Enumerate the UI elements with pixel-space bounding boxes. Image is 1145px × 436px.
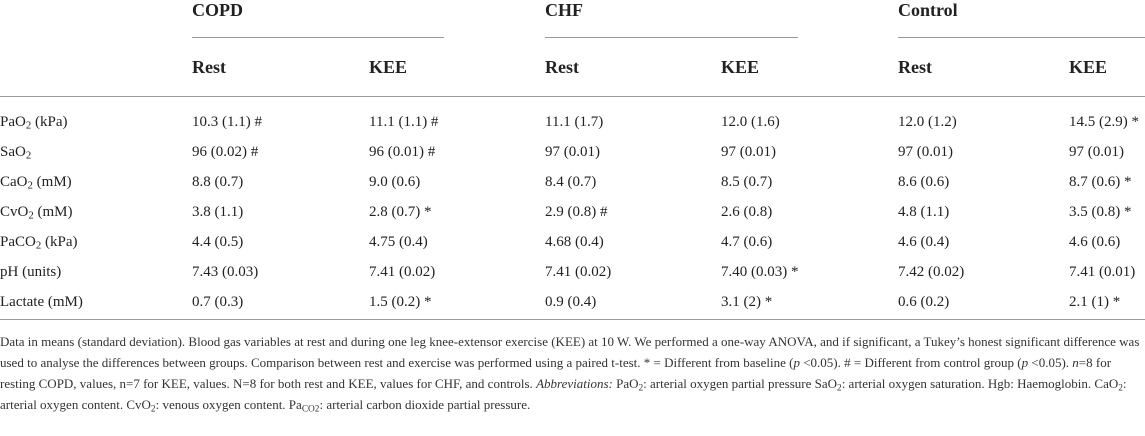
subheader-chf-kee: KEE (721, 57, 760, 77)
group-rule-chf (545, 37, 798, 38)
cell-copd-kee: 2.8 (0.7) * (369, 204, 432, 220)
table-row (0, 113, 1145, 143)
cell-control-rest: 97 (0.01) (898, 144, 953, 160)
row-label: Lactate (mM) (0, 294, 83, 310)
cell-control-kee: 3.5 (0.8) * (1069, 204, 1132, 220)
cell-copd-rest: 96 (0.02) # (192, 144, 259, 160)
cell-chf-kee: 3.1 (2) * (721, 294, 773, 310)
cell-chf-rest: 97 (0.01) (545, 144, 600, 160)
cell-chf-kee: 4.7 (0.6) (721, 234, 773, 250)
cell-control-rest: 12.0 (1.2) (898, 114, 957, 130)
row-label: CvO$_2$ (mM) (0, 204, 73, 222)
cell-control-rest: 4.8 (1.1) (898, 204, 950, 220)
cell-copd-rest: 4.4 (0.5) (192, 234, 244, 250)
cell-chf-rest: 0.9 (0.4) (545, 294, 597, 310)
cell-copd-kee: 7.41 (0.02) (369, 264, 436, 280)
table-row (0, 143, 1145, 173)
cell-copd-kee: 9.0 (0.6) (369, 174, 421, 190)
row-label: SaO$_2$ (0, 144, 32, 162)
cell-chf-rest: 7.41 (0.02) (545, 264, 612, 280)
cell-chf-kee: 8.5 (0.7) (721, 174, 773, 190)
cell-chf-rest: 4.68 (0.4) (545, 234, 604, 250)
subheader-copd-rest: Rest (192, 57, 226, 77)
cell-control-kee: 2.1 (1) * (1069, 294, 1121, 310)
row-label: PaO$_2$ (kPa) (0, 114, 68, 132)
cell-control-rest: 8.6 (0.6) (898, 174, 950, 190)
group-header-control: Control (898, 0, 958, 20)
table-row (0, 233, 1145, 263)
table-bottom-rule (0, 319, 1145, 320)
cell-chf-rest: 8.4 (0.7) (545, 174, 597, 190)
cell-copd-rest: 7.43 (0.03) (192, 264, 259, 280)
table-row (0, 263, 1145, 293)
cell-chf-rest: 2.9 (0.8) # (545, 204, 608, 220)
group-rule-copd (192, 37, 444, 38)
cell-chf-kee: 2.6 (0.8) (721, 204, 773, 220)
row-label: pH (units) (0, 264, 62, 280)
group-rule-control (898, 37, 1145, 38)
cell-control-kee: 97 (0.01) (1069, 144, 1124, 160)
cell-copd-kee: 11.1 (1.1) # (369, 114, 439, 130)
cell-control-kee: 14.5 (2.9) * (1069, 114, 1139, 130)
table-row (0, 173, 1145, 203)
cell-control-kee: 4.6 (0.6) (1069, 234, 1121, 250)
cell-chf-kee: 12.0 (1.6) (721, 114, 780, 130)
cell-copd-rest: 3.8 (1.1) (192, 204, 244, 220)
cell-chf-rest: 11.1 (1.7) (545, 114, 604, 130)
row-label: PaCO$_2$ (kPa) (0, 234, 78, 252)
cell-control-rest: 0.6 (0.2) (898, 294, 950, 310)
group-header-copd: COPD (192, 0, 243, 20)
cell-copd-kee: 96 (0.01) # (369, 144, 436, 160)
table-row (0, 203, 1145, 233)
cell-copd-rest: 0.7 (0.3) (192, 294, 244, 310)
cell-chf-kee: 7.40 (0.03) * (721, 264, 799, 280)
cell-copd-kee: 4.75 (0.4) (369, 234, 428, 250)
subheader-control-kee: KEE (1069, 57, 1108, 77)
subheader-copd-kee: KEE (369, 57, 408, 77)
cell-chf-kee: 97 (0.01) (721, 144, 776, 160)
cell-copd-rest: 8.8 (0.7) (192, 174, 244, 190)
cell-copd-rest: 10.3 (1.1) # (192, 114, 262, 130)
cell-control-rest: 4.6 (0.4) (898, 234, 950, 250)
cell-copd-kee: 1.5 (0.2) * (369, 294, 432, 310)
table-footnote: Data in means (standard deviation). Blood gas variables at rest and during one leg knee-extensor exercise (KEE) at 10 W. We performed a one-way ANOVA, and if significant, a Tukey’s honest significant difference was used to analyse the differences between groups. Comparison between rest and exercise was performed using a paired t-test. * = Different from baseline (p <0.05). # = Different from control group (p <0.05). n=8 for resting COPD, values, n=7 for KEE, values. N=8 for both rest and KEE, values for CHF, and controls. Abbreviations: PaO$_2$: arterial oxygen partial pressure SaO$_2$: arterial oxygen saturation. Hgb: Haemoglobin. CaO$_2$: arterial oxygen content. CvO$_2$: venous oxygen content. $Pa_{CO2}$: arterial carbon dioxide partial pressure. (0, 334, 1140, 415)
cell-control-kee: 8.7 (0.6) * (1069, 174, 1132, 190)
row-label: CaO$_2$ (mM) (0, 174, 72, 192)
cell-control-kee: 7.41 (0.01) (1069, 264, 1136, 280)
subheader-chf-rest: Rest (545, 57, 579, 77)
header-rule (0, 96, 1145, 97)
cell-control-rest: 7.42 (0.02) (898, 264, 965, 280)
subheader-control-rest: Rest (898, 57, 932, 77)
group-header-chf: CHF (545, 0, 583, 20)
